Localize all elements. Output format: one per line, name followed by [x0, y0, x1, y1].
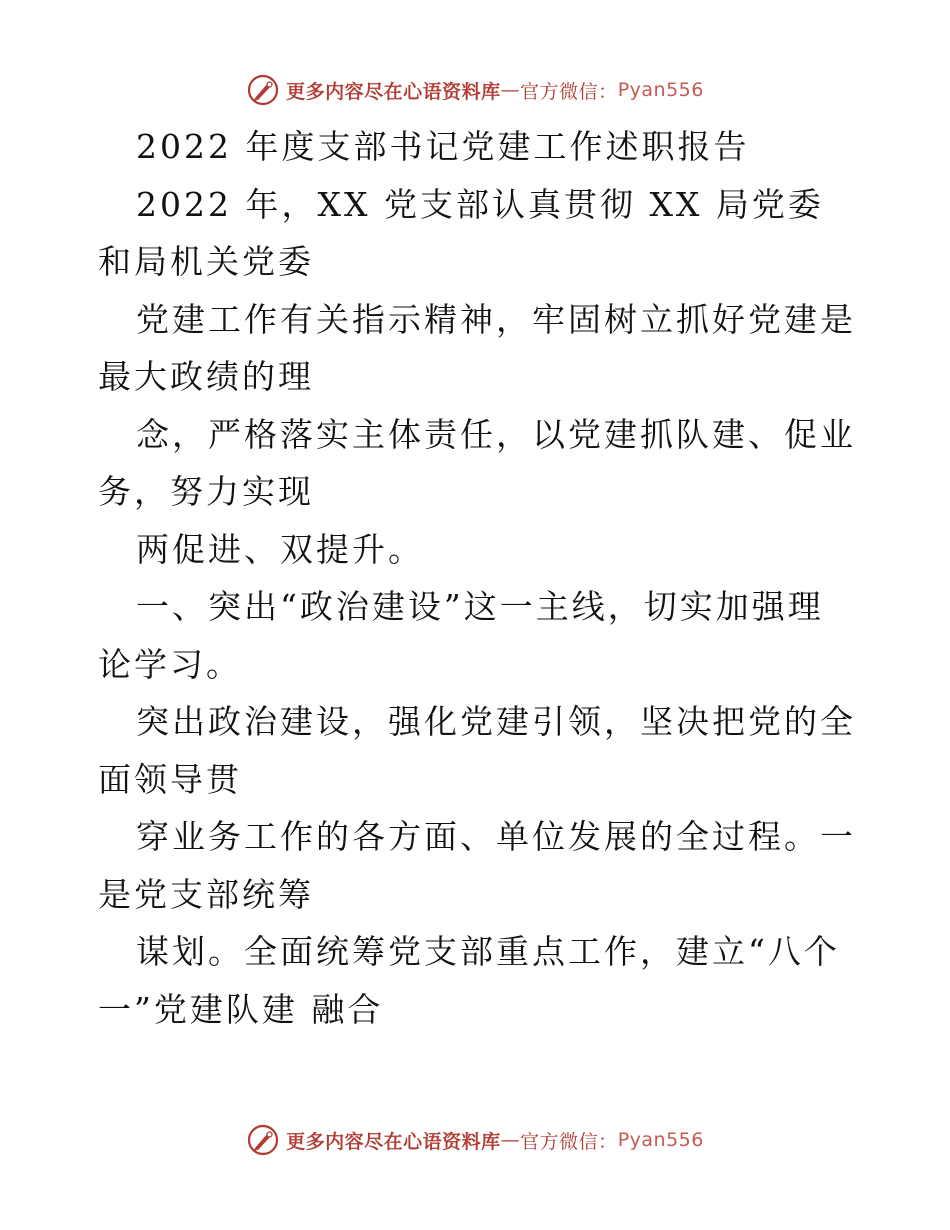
paragraph: 突出政治建设，强化党建引领，坚决把党的全面领导贯 — [98, 702, 856, 799]
header-banner — [0, 70, 950, 110]
paragraph: 两促进、双提升。 — [136, 529, 424, 569]
banner-dash: — — [500, 1129, 521, 1151]
banner-text — [286, 77, 704, 104]
paragraph: 2022 年，XX 党支部认真贯彻 XX 局党委和局机关党委 — [98, 184, 824, 281]
promo-text: 更多内容尽在心语资料库 — [286, 80, 501, 103]
wechat-label: 官方微信： — [520, 1130, 618, 1153]
wechat-id: Pyan556 — [617, 1129, 704, 1151]
document-body — [98, 118, 858, 1038]
document-title: 2022 年度支部书记党建工作述职报告 — [136, 127, 750, 166]
paragraph: 念，严格落实主体责任，以党建抓队建、促业务，努力实现 — [98, 414, 856, 511]
pen-logo-icon — [246, 1123, 280, 1157]
footer-banner — [0, 1120, 950, 1160]
paragraph: 党建工作有关指示精神，牢固树立抓好党建是最大政绩的理 — [98, 299, 856, 396]
pen-logo-icon — [246, 73, 280, 107]
section-heading: 一、突出“政治建设”这一主线，切实加强理论学习。 — [98, 587, 824, 684]
wechat-label: 官方微信： — [520, 80, 618, 103]
paragraph: 谋划。全面统筹党支部重点工作，建立“八个一”党建队建 融合 — [98, 932, 840, 1029]
paragraph: 穿业务工作的各方面、单位发展的全过程。一是党支部统筹 — [98, 817, 856, 914]
promo-text: 更多内容尽在心语资料库 — [286, 1130, 501, 1153]
banner-text — [286, 1127, 704, 1154]
banner-dash: — — [500, 79, 521, 101]
wechat-id: Pyan556 — [617, 79, 704, 101]
